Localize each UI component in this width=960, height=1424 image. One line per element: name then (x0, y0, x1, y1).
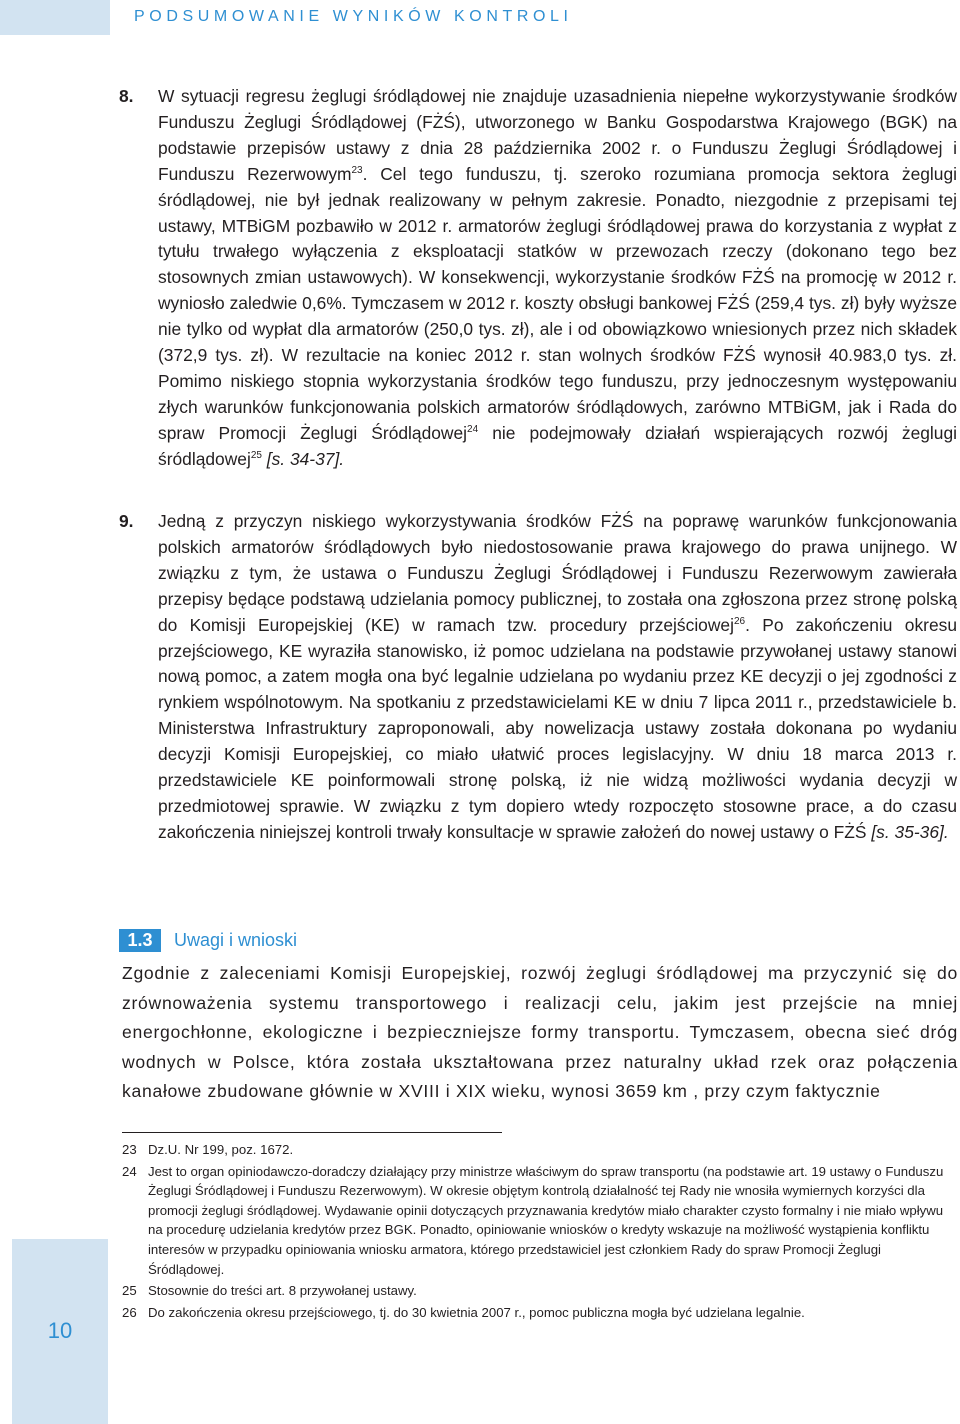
paragraph-text: . Cel tego funduszu, tj. szeroko rozumiana promocja sektora żeglugi śródlądowej, nie był jednak realizowany w pełnym zakresie. Ponadto, niezgodnie z przepisami tej ustawy, MTBiGM pozbawiło w 2012 r. armatorów żeglugi śródlądowej prawa do korzystania z wypłat z tytułu trwałego wyłączenia z eksploatacji statków w przewozach rzeczy (dokonano tego bez stosownych zmian ustawowych). W konsekwencji, wykorzystanie środków FŻŚ na promocję w 2012 r. wyniosło zaledwie 0,6%. Tymczasem w 2012 r. koszty obsługi bankowej FŻŚ (259,4 tys. zł) były wyższe nie tylko od wypłat dla armatorów (250,0 tys. zł), ale i od obowiązkowo wniesionych przez nich składek (372,9 tys. zł). W rezultacie na koniec 2012 r. stan wolnych środków FŻŚ wynosił 40.983,0 tys. zł. Pomimo niskiego stopnia wykorzystania środków tego funduszu, przy jednoczesnym występowaniu złych warunków funkcjonowania polskich armatorów śródlądowych, zarówno MTBiGM, jak i Rada do spraw Promocji Żeglugi Śródlądowej (158, 163, 957, 443)
footnote-ref: 23 (351, 164, 363, 176)
section-text: Zgodnie z zaleceniami Komisji Europejskiej, rozwój żeglugi śródlądowej ma przyczynić się do zrównoważenia systemu transportowego i realizacji celu, jakim jest przejście na mniej energochłonne, ekologiczne i bezpieczniejsze formy transportu. Tymczasem, obecna sieć dróg wodnych w Polsce, która została ukształtowana przez naturalny układ rzek oraz połączenia kanałowe zbudowane głównie w XVIII i XIX wieku, wynosi 3659 km , przy czym faktycznie (122, 963, 958, 1102)
paragraph-8 (119, 84, 957, 473)
footnote-text: Jest to organ opiniodawczo-doradczy działający przy ministrze właściwym do spraw transportu (na podstawie art. 19 ustawy o Funduszu Żeglugi Śródlądowej i Funduszu Rezerwowym). W okresie objętym kontrolą działalność tej Rady nie wnosiła wymiernych korzyści dla promocji żeglugi śródlądowej. Wydawanie opinii dotyczących przyznawania kredytów miało charakter czysto formalny i nie miało wpływu na procedurę udzielania kredytów przez BGK. Ponadto, opiniowanie wniosków o kredyty wskazuje na możliwość wystąpienia konfliktu interesów w przypadku opiniowania wniosku armatora, którego przedstawiciel jest członkiem Rady do spraw Promocji Żeglugi Śródlądowej. (148, 1163, 944, 1277)
footnote-number: 26 (122, 1304, 137, 1320)
paragraph-number: 9. (119, 511, 134, 531)
footnote-ref: 25 (250, 449, 262, 461)
paragraph-text: W sytuacji regresu żeglugi śródlądowej nie znajduje uzasadnienia niepełne wykorzystywanie środków Funduszu Żeglugi Śródlądowej (FŻŚ), utworzonego w Banku Gospodarstwa Krajowego (BGK) na podstawie przepisów ustawy z dnia 28 października 2002 r. o Funduszu Żeglugi Śródlądowej i Funduszu Rezerwowym (158, 86, 957, 184)
footnotes (122, 1140, 958, 1324)
section-number-badge: 1.3 (119, 929, 161, 952)
page-number: 10 (47, 1318, 73, 1343)
paragraph-number: 8. (119, 86, 134, 106)
header-accent-bar (0, 0, 110, 35)
paragraph-9 (119, 509, 957, 846)
page-reference: [s. 35-36]. (866, 821, 949, 842)
footnote (122, 1281, 958, 1301)
footnote-number: 25 (122, 1283, 137, 1299)
running-header: PODSUMOWANIE WYNIKÓW KONTROLI (134, 8, 573, 25)
footnote-ref: 26 (733, 615, 746, 627)
paragraph-body (158, 509, 957, 846)
paragraph-text: Jedną z przyczyn niskiego wykorzystywania środków FŻŚ na poprawę warunków funkcjonowania polskich armatorów śródlądowych było niedostosowanie prawa krajowego do prawa unijnego. W związku z tym, że ustawa o Funduszu Żeglugi Śródlądowej i Funduszu Rezerwowym zawierała przepisy będące podstawą udzielania pomocy publicznej, to została ona zgłoszona przez stronę polską do Komisji Europejskiej (KE) w ramach tzw. procedury przejściowej (158, 511, 957, 635)
paragraph-text: . Po zakończeniu okresu przejściowego, KE wyraziła stanowisko, iż pomoc udzielana na podstawie przywołanej ustawy stanowi nową pomoc, a zatem mogła ona być legalnie udzielana po wydaniu przez KE decyzji o jej zgodności z rynkiem wspólnotowym. Na spotkaniu z przedstawicielami KE w dniu 7 lipca 2011 r., przedstawiciele b. Ministerstwa Infrastruktury zaproponowali, aby nowelizacja ustawy została dokonana po wydaniu decyzji Komisji Europejskiej, co miało ułatwić proces legislacyjny. W dniu 18 marca 2013 r. przedstawiciele KE poinformowali stronę polską, iż nie widzą możliwości wydania decyzji w przedmiotowej sprawie. W związku z tym dopiero wtedy rozpoczęto stosowne prace, a do czasu zakończenia niniejszej kontroli trwały konsultacje w sprawie założeń do nowej ustawy o FŻŚ (158, 614, 957, 842)
paragraph-text: nie podejmowały działań wspierających rozwój żeglugi śródlądowej (158, 422, 957, 469)
footnote-number: 24 (122, 1163, 137, 1179)
footnote (122, 1162, 958, 1280)
footnote-text: Do zakończenia okresu przejściowego, tj. do 30 kwietnia 2007 r., pomoc publiczna mogła być udzielana legalnie. (148, 1304, 805, 1320)
footnote (122, 1140, 958, 1160)
page-reference: [s. 34-37]. (261, 448, 345, 469)
footnote-divider (122, 1132, 502, 1133)
paragraph-body (158, 84, 957, 473)
footnote-text: Stosownie do treści art. 8 przywołanej ustawy. (148, 1283, 417, 1299)
footnote-text: Dz.U. Nr 199, poz. 1672. (148, 1142, 294, 1157)
footnote-number: 23 (122, 1142, 137, 1157)
footnote-ref: 24 (467, 423, 479, 435)
footnote (122, 1303, 958, 1323)
section-title: Uwagi i wnioski (174, 930, 298, 950)
